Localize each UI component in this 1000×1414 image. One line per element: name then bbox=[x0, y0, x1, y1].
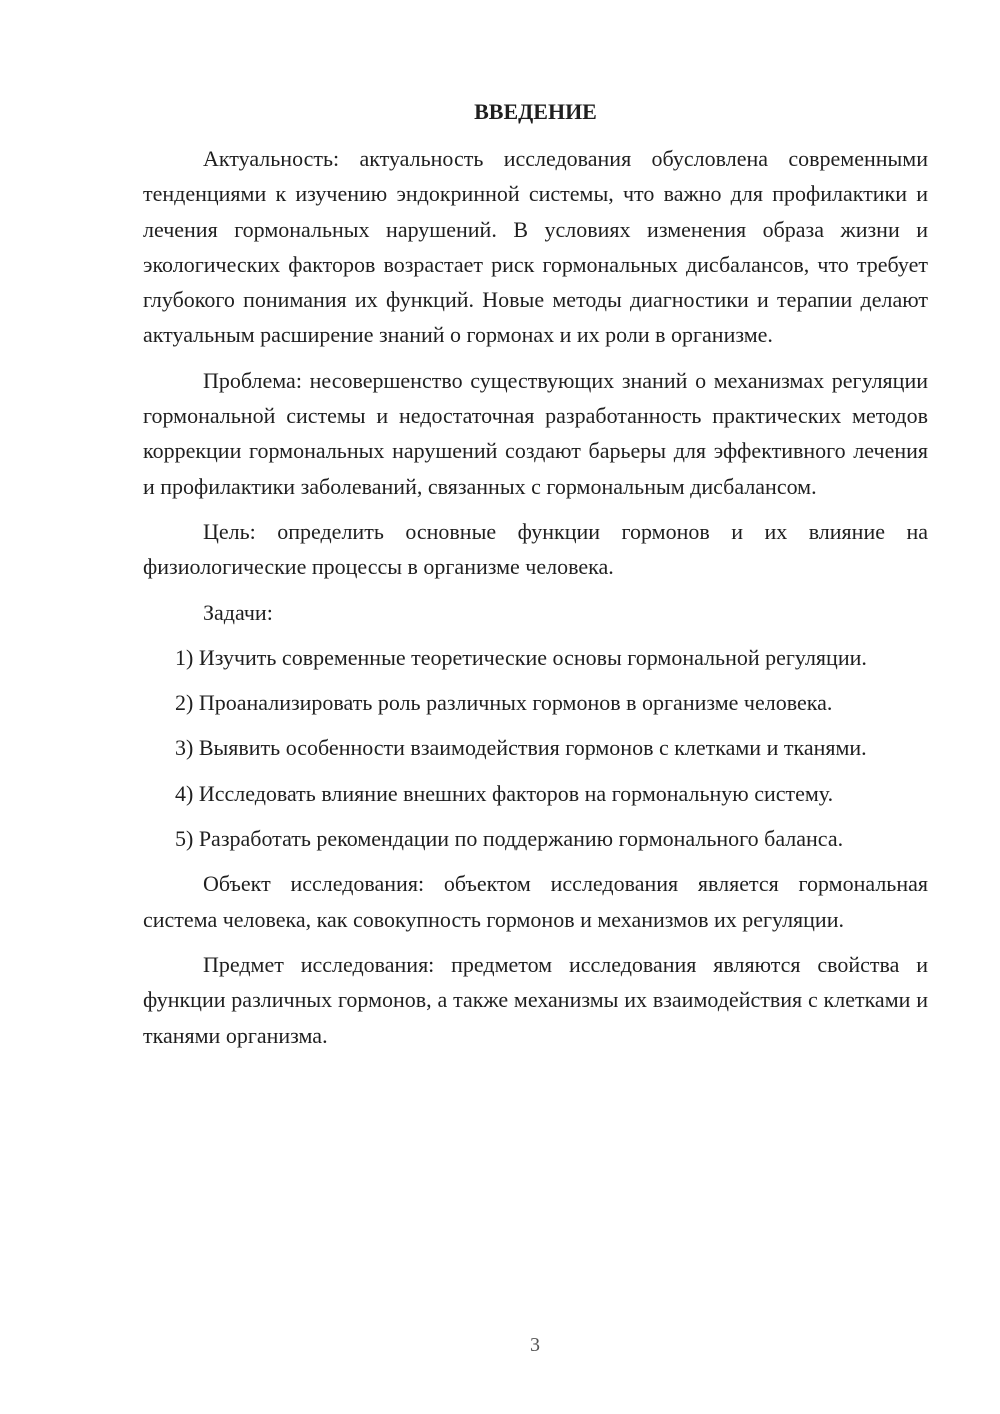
page-number: 3 bbox=[530, 1334, 540, 1356]
task-item-2: 2) Проанализировать роль различных гормонов в организме человека. bbox=[175, 690, 833, 716]
document-page bbox=[143, 94, 928, 1063]
object-paragraph: Объект исследования: объектом исследования является гормональная система человека, как совокупность гормонов и механизмов их регуляции. bbox=[143, 871, 928, 932]
task-item-3: 3) Выявить особенности взаимодействия гормонов с клетками и тканями. bbox=[175, 735, 867, 761]
section-title: ВВЕДЕНИЕ bbox=[474, 99, 597, 124]
problem-paragraph: Проблема: несовершенство существующих знаний о механизмах регуляции гормональной системы и недостаточная разработанность практических методов коррекции гормональных нарушений создают барьеры для эффективного лечения и профилактики заболеваний, связанных с гормональным дисбалансом. bbox=[143, 367, 928, 499]
relevance-paragraph: Актуальность: актуальность исследования обусловлена современными тенденциями к изучению эндокринной системы, что важно для профилактики и лечения гормональных нарушений. В условиях изменения образа жизни и экологических факторов возрастает риск гормональных дисбалансов, что требует глубокого понимания их функций. Новые методы диагностики и терапии делают актуальным расширение знаний о гормонах и их роли в организме. bbox=[143, 146, 928, 348]
task-item-5: 5) Разработать рекомендации по поддержанию гормонального баланса. bbox=[175, 826, 844, 852]
task-item-1: 1) Изучить современные теоретические основы гормональной регуляции. bbox=[175, 644, 867, 670]
tasks-heading: Задачи: bbox=[203, 599, 273, 625]
goal-paragraph: Цель: определить основные функции гормонов и их влияние на физиологические процессы в организме человека. bbox=[143, 518, 928, 580]
task-item-4: 4) Исследовать влияние внешних факторов на гормональную систему. bbox=[175, 780, 834, 806]
subject-paragraph: Предмет исследования: предметом исследования являются свойства и функции различных гормонов, а также механизмы их взаимодействия с клетками и тканями организма. bbox=[143, 951, 928, 1048]
